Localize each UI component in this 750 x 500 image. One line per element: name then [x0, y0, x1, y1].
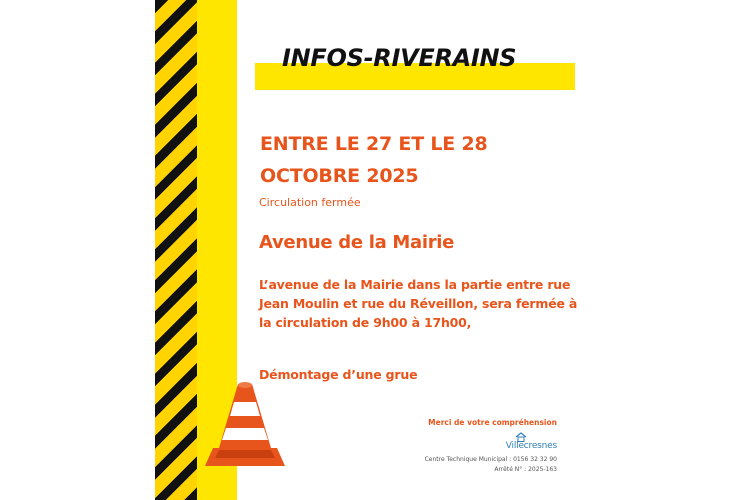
closure-description: L’avenue de la Mairie dans la partie entre rue Jean Moulin et rue du Réveillon, sera fermée à la circulation de 9h00 à 17h00,	[259, 277, 578, 330]
road-closure-notice	[155, 0, 595, 500]
thanks-message: Merci de votre compréhension	[428, 418, 557, 427]
decree-number: Arrêté N° : 2025-163	[494, 466, 557, 473]
closure-reason: Démontage d’une grue	[259, 367, 418, 382]
closure-date: ENTRE LE 27 ET LE 28 OCTOBRE 2025	[260, 133, 488, 187]
closure-type: Circulation fermée	[259, 196, 361, 209]
contact-line: Centre Technique Municipal : 0156 32 32 90	[424, 456, 557, 463]
hazard-stripe-band	[155, 0, 197, 500]
traffic-cone-icon	[205, 380, 285, 470]
street-name: Avenue de la Mairie	[259, 232, 455, 253]
town-logo	[477, 432, 557, 454]
town-name: Villecresnes	[505, 441, 557, 451]
notice-title: INFOS-RIVERAINS	[282, 44, 517, 72]
